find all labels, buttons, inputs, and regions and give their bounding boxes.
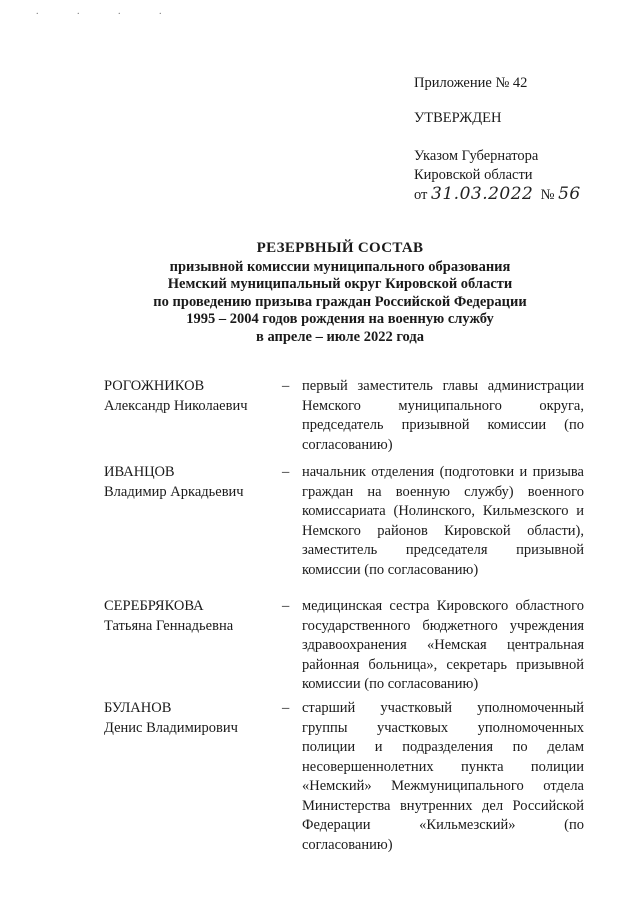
member-dash: – [282, 598, 290, 614]
approval-block [414, 74, 614, 205]
member-given-name: Владимир Аркадьевич [104, 483, 244, 500]
member-entry [104, 377, 584, 455]
member-dash: – [282, 464, 290, 480]
member-entry [104, 699, 584, 855]
member-surname: РОГОЖНИКОВ [104, 378, 205, 394]
member-surname: ИВАНЦОВ [104, 464, 175, 480]
member-given-name: Татьяна Геннадьевна [104, 617, 234, 634]
title-line-3: по проведению призыва граждан Российской Федерации [153, 293, 527, 310]
member-given-name: Александр Николаевич [104, 397, 248, 414]
member-name [104, 463, 282, 580]
decree-line-2: Кировской области [414, 167, 533, 183]
approved-label: УТВЕРЖДЕН [414, 110, 502, 126]
title-main: РЕЗЕРВНЫЙ СОСТАВ [256, 240, 424, 256]
member-dash: – [282, 378, 290, 394]
decree-date-line [414, 185, 614, 205]
scan-marks: . . . . [36, 6, 180, 17]
member-name [104, 377, 282, 455]
title-line-4: 1995 – 2004 годов рождения на военную службу [186, 311, 494, 327]
title-line-2: Немский муниципальный округ Кировской области [167, 276, 513, 292]
title-line-5: в апреле – июле 2022 года [256, 328, 424, 345]
member-entry [104, 597, 584, 695]
member-entry [104, 463, 584, 580]
member-name [104, 699, 282, 855]
member-name [104, 597, 282, 695]
title-line-1: призывной комиссии муниципального образования [169, 258, 511, 275]
appendix-number: Приложение № 42 [414, 75, 528, 91]
document-title [90, 240, 590, 346]
handwritten-date: 31.03.2022 [431, 184, 534, 204]
member-given-name: Денис Владимирович [104, 719, 238, 736]
member-description: медицинская сестра Кировского областного государственного бюджетного учреждения здравоохранения «Немская центральная районная больница», секретарь призывной комиссии (по согласованию) [302, 598, 584, 692]
from-label: от [414, 187, 428, 203]
member-surname: БУЛАНОВ [104, 700, 172, 716]
member-description: первый заместитель главы администрации Немского муниципального округа, председатель призывной комиссии (по согласованию) [302, 378, 584, 453]
number-label: № [540, 187, 555, 203]
member-surname: СЕРЕБРЯКОВА [104, 598, 204, 614]
decree-line-1: Указом Губернатора [414, 148, 539, 164]
member-description: начальник отделения (подготовки и призыва граждан на военную службу) военного комиссариата (Нолинского, Кильмезского и Немского районов Кировской области), заместитель председателя призывной комиссии (по согласованию) [302, 464, 584, 578]
handwritten-number: 56 [558, 184, 581, 204]
member-dash: – [282, 700, 290, 716]
member-description: старший участковый уполномоченный группы участковых уполномоченных полиции и подразделения по делам несовершеннолетних пункта полиции «Немский» Межмуниципального отдела Министерства внутренних дел Российской Федерации «Кильмезский» (по согласованию) [302, 700, 584, 853]
